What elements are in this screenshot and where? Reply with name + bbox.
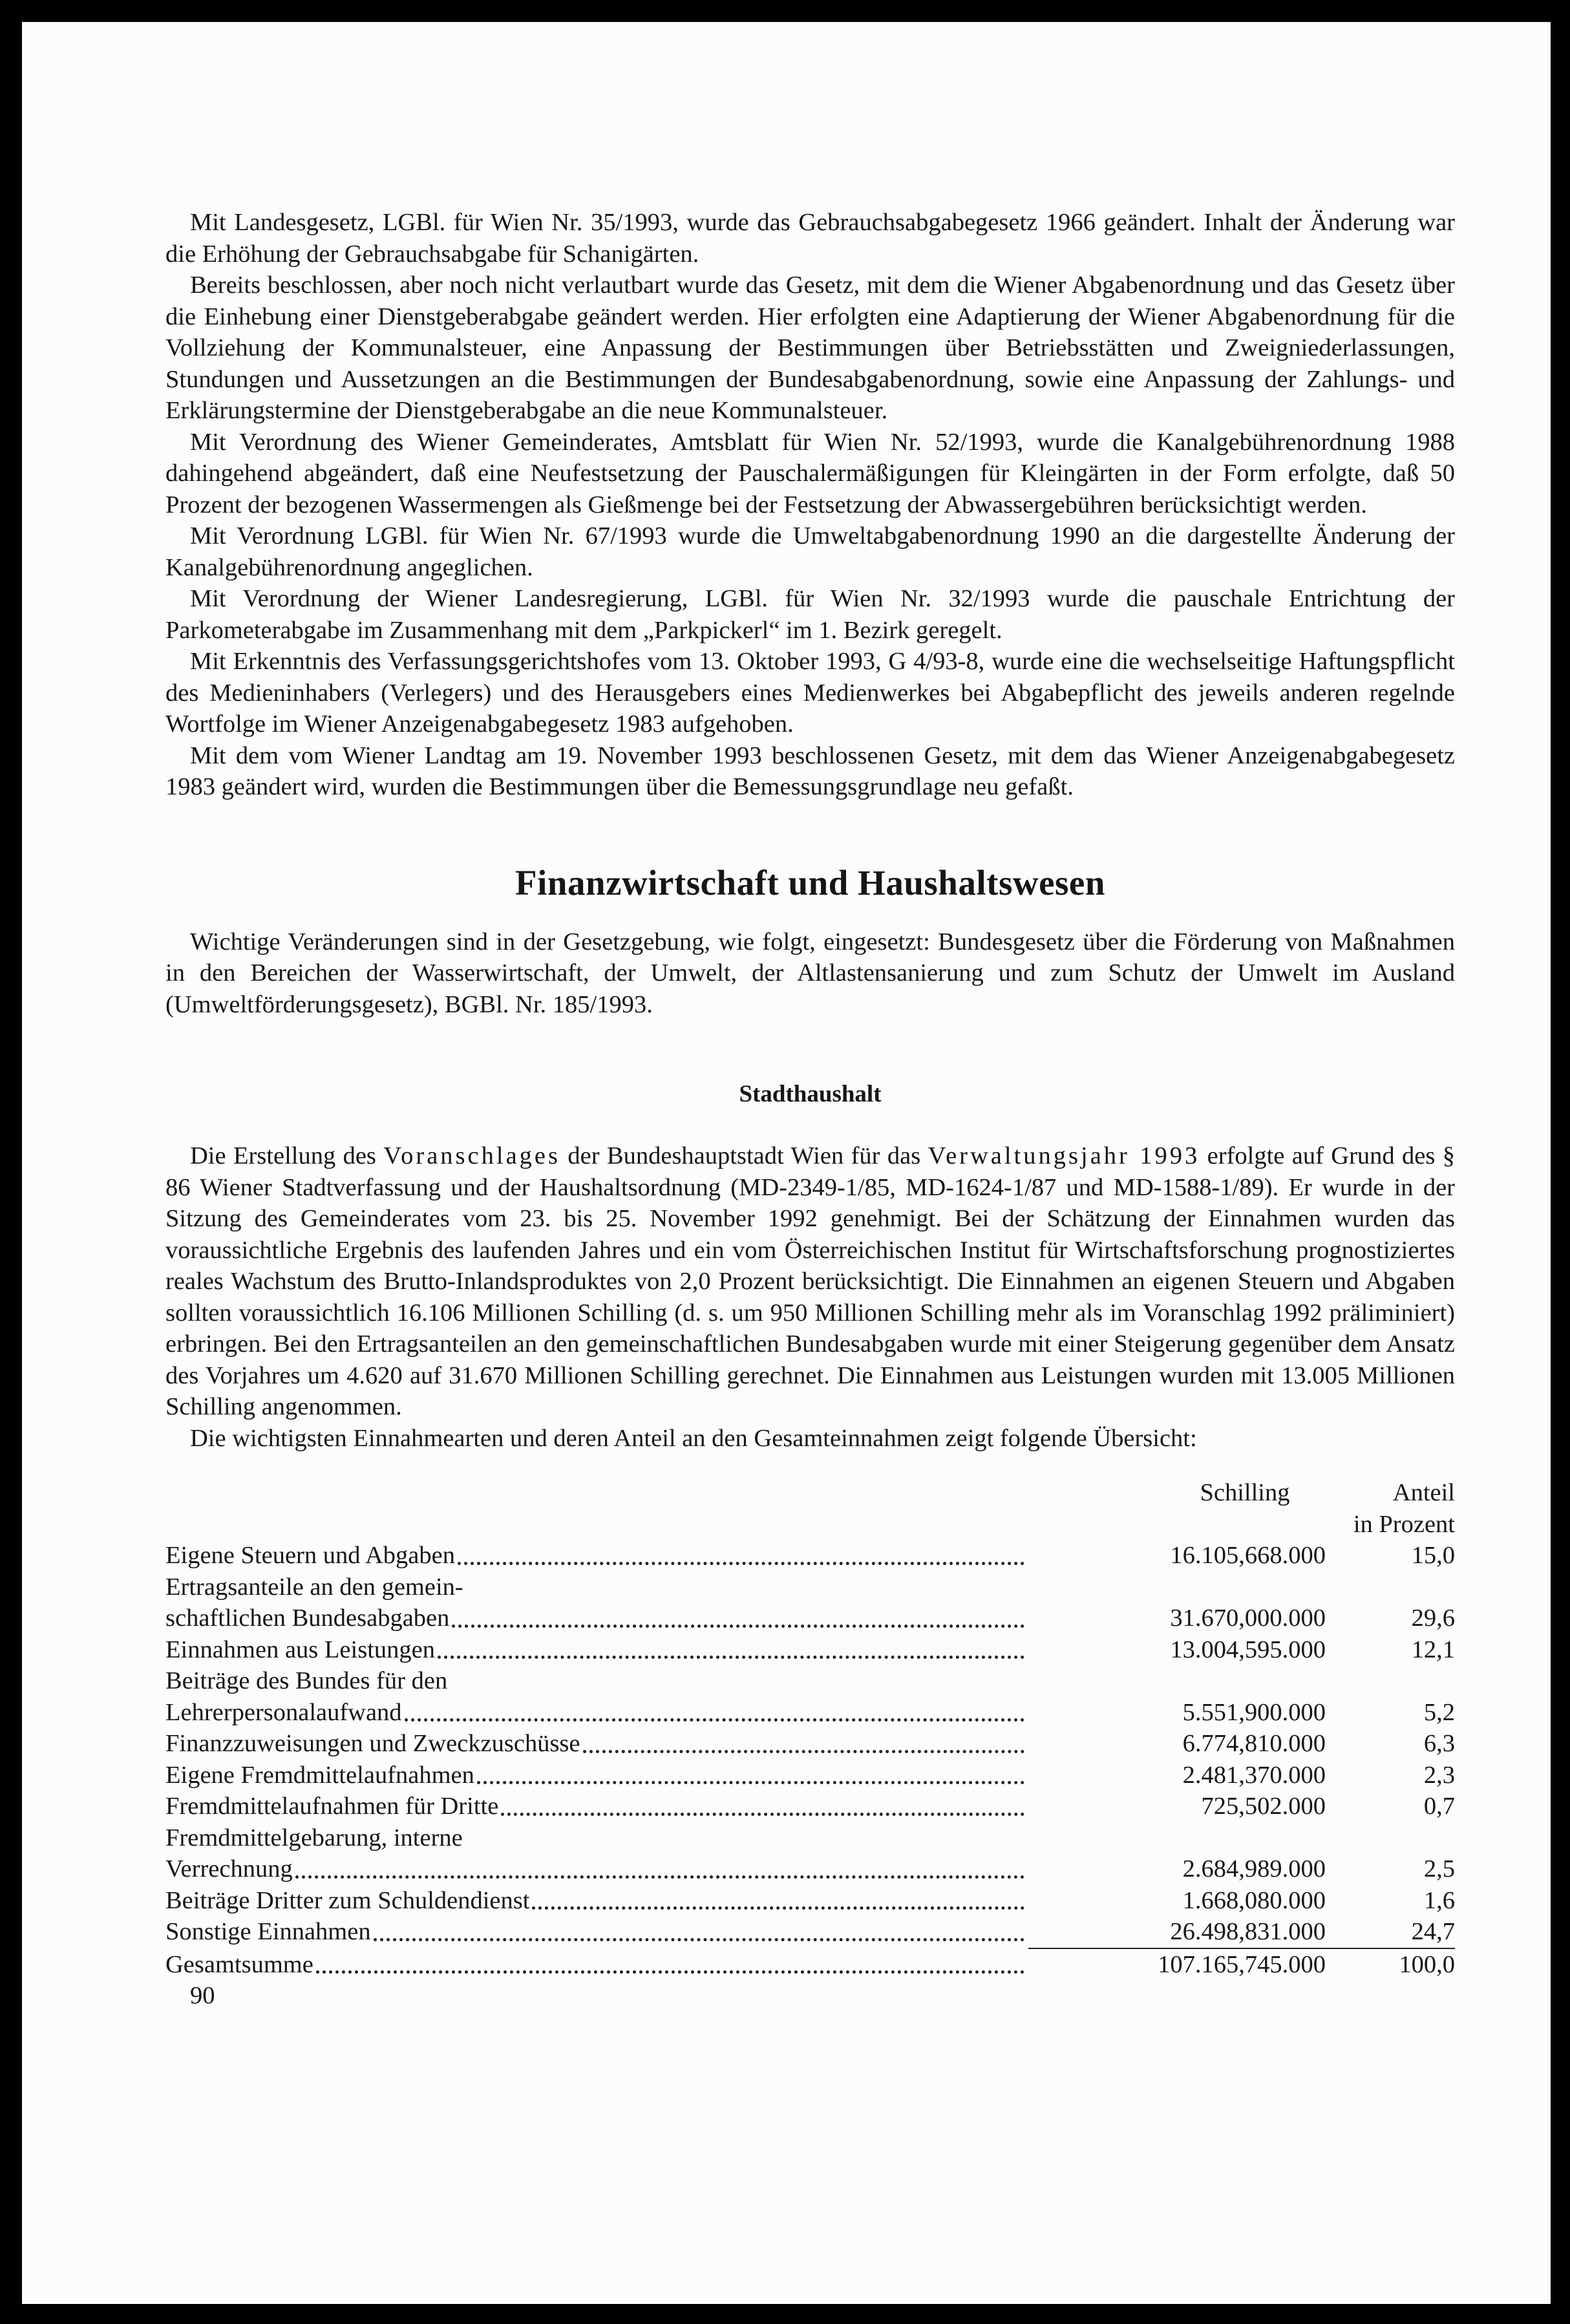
row-value: 13.004,595.000 [1170,1636,1326,1663]
dot-leader [583,1733,1025,1753]
row-label-prefix: Beiträge des Bundes für den [165,1667,448,1694]
total-pct: 100,0 [1326,1948,1455,1981]
table-row [165,1697,1455,1729]
subsection-title: Stadthaushalt [739,1081,882,1107]
spaced-term: Voranschlages [383,1142,560,1169]
row-pct: 0,7 [1423,1793,1455,1820]
row-pct: 2,3 [1423,1761,1455,1789]
row-value: 6.774,810.000 [1182,1730,1326,1757]
dot-leader [532,1890,1024,1910]
table-row [165,1540,1455,1572]
paragraph: Bereits beschlossen, aber noch nicht verlautbart wurde das Gesetz, mit dem die Wiener Abgabenordnung und das Gesetz über die Einhebung einer Dienstgeberabgabe geändert werden. Hier erfolgten eine Adaptierung der Wiener Abgabenordnung für die Vollziehung der Kommunalsteuer, eine Anpassung der Bestimmungen über Betriebsstätten und Zweigniederlassungen, Stundungen und Aussetzungen an die Bestimmungen der Bundesabgabenordnung, sowie eine Anpassung der Zahlungs- und Erklärungstermine der Dienstgeberabgabe an die neue Kommunalsteuer. [165,272,1455,424]
dot-leader [477,1764,1024,1784]
paragraph: Mit Verordnung des Wiener Gemeinderates, Amtsblatt für Wien Nr. 52/1993, wurde die Kanalgebührenordnung 1988 dahingehend abgeändert, daß eine Neufestsetzung der Pauschalermäßigungen für Kleingärten in der Form erfolgte, daß 50 Prozent der bezogenen Wassermengen als Gießmenge bei der Festsetzung der Abwassergebühren berücksichtigt werden. [165,428,1455,518]
table-total-row [165,1948,1455,1981]
row-pct: 5,2 [1423,1698,1455,1726]
dot-leader [452,1608,1024,1628]
row-pct: 12,1 [1411,1636,1455,1663]
dot-leader [458,1545,1024,1565]
row-pct: 15,0 [1411,1542,1455,1569]
row-pct: 24,7 [1411,1918,1455,1945]
row-pct: 29,6 [1411,1604,1455,1632]
table-row [165,1791,1455,1822]
table-row-label-line [165,1665,1455,1697]
table-rows [165,1540,1455,1948]
table-row-label-line [165,1822,1455,1854]
paragraph: Mit Verordnung LGBl. für Wien Nr. 67/1993 wurde die Umweltabgabenordnung 1990 an die dargestellte Änderung der Kanalgebührenordnung angeglichen. [165,522,1455,581]
spaced-term: Verwaltungsjahr 1993 [928,1142,1200,1169]
dot-leader [501,1796,1024,1816]
table-row [165,1728,1455,1760]
row-label-prefix: Ertragsanteile an den gemein- [165,1573,463,1601]
row-pct: 1,6 [1423,1886,1455,1914]
paragraph: Mit Landesgesetz, LGBl. für Wien Nr. 35/1993, wurde das Gebrauchsabgabegesetz 1966 geändert. Inhalt der Änderung war die Erhöhung der Gebrauchsabgabe für Schanigärten. [165,209,1455,268]
dot-leader [374,1921,1024,1941]
table-row [165,1634,1455,1666]
row-label: Verrechnung [165,1855,293,1882]
paragraph: Mit Verordnung der Wiener Landesregierung, LGBl. für Wien Nr. 32/1993 wurde die pauschale Entrichtung der Parkometerabgabe im Zusammenhang mit dem „Parkpickerl“ im 1. Bezirk geregelt. [165,585,1455,644]
paragraph: Mit Erkenntnis des Verfassungsgerichtshofes vom 13. Oktober 1993, G 4/93-8, wurde eine die wechselseitige Haftungspflicht des Medieninhabers (Verlegers) und des Herausgebers eines Medienwerkes bei Abgabepflicht des jeweils anderen regelnde Wortfolge im Wiener Anzeigenabgabegesetz 1983 aufgehoben. [165,648,1455,738]
row-value: 16.105,668.000 [1170,1542,1326,1569]
table-header [165,1477,1455,1540]
row-value: 2.684,989.000 [1182,1855,1326,1882]
row-label: Beiträge Dritter zum Schuldendienst [165,1886,530,1914]
dot-leader [405,1701,1024,1722]
header-schilling: Schilling [1200,1479,1290,1506]
row-label: Lehrerpersonalaufwand [165,1698,402,1726]
row-label: Fremdmittelaufnahmen für Dritte [165,1793,499,1820]
dot-leader [438,1639,1024,1659]
total-value: 107.165,745.000 [1028,1948,1326,1981]
row-label: Einnahmen aus Leistungen [165,1636,435,1663]
section-title: Finanzwirtschaft und Haushaltswesen [515,862,1105,902]
row-value: 2.481,370.000 [1182,1761,1326,1789]
header-anteil: Anteil in Prozent [1353,1479,1455,1538]
table-row [165,1916,1455,1948]
row-label: Finanzzuweisungen und Zweckzuschüsse [165,1730,580,1757]
row-value: 725,502.000 [1201,1793,1326,1820]
page-content [165,207,1455,2012]
row-label: Eigene Steuern und Abgaben [165,1542,455,1569]
stadthaushalt-paragraph: Die Erstellung des Voranschlages der Bundeshauptstadt Wien für das Verwaltungsjahr 1993 erfolgte auf Grund des § 86 Wiener Stadtverfassung und der Haushaltsordnung (MD-2349-1/85, MD-1624-1/87 und MD-1588-1/89). Er wurde in der Sitzung des Gemeinderates vom 23. bis 25. November 1992 genehmigt. Bei der Schätzung der Einnahmen wurden das voraussichtliche Ergebnis des laufenden Jahres und ein vom Österreichischen Institut für Wirtschaftsforschung prognostiziertes reales Wachstum des Brutto-Inlandsproduktes von 2,0 Prozent berücksichtigt. Die Einnahmen an eigenen Steuern und Abgaben sollten voraussichtlich 16.106 Millionen Schilling (d. s. um 950 Millionen Schilling mehr als im Voranschlag 1992 präliminiert) erbringen. Bei den Ertragsanteilen an den gemeinschaftlichen Bundesabgaben wurde mit einer Steigerung gegenüber dem Ansatz des Vorjahres um 4.620 auf 31.670 Millionen Schilling gerechnet. Die Einnahmen aus Leistungen wurden mit 13.005 Millionen Schilling angenommen. [165,1142,1455,1420]
document-page [22,22,1551,2304]
table-row [165,1760,1455,1791]
row-label: Eigene Fremdmittelaufnahmen [165,1761,474,1789]
row-value: 5.551,900.000 [1182,1698,1326,1726]
row-value: 26.498,831.000 [1170,1918,1326,1945]
intro-paragraphs [165,207,1455,803]
row-pct: 6,3 [1423,1730,1455,1757]
section-paragraph: Wichtige Veränderungen sind in der Gesetzgebung, wie folgt, eingesetzt: Bundesgesetz über die Förderung von Maßnahmen in den Bereichen der Wasserwirtschaft, der Umwelt, der Altlastensanierung und zum Schutz der Umwelt im Ausland (Umweltförderungsgesetz), BGBl. Nr. 185/1993. [165,928,1455,1018]
paragraph: Mit dem vom Wiener Landtag am 19. November 1993 beschlossenen Gesetz, mit dem das Wiener Anzeigenabgabegesetz 1983 geändert wird, wurden die Bestimmungen über die Bemessungsgrundlage neu gefaßt. [165,741,1455,800]
table-row-label-line [165,1572,1455,1603]
overview-intro: Die wichtigsten Einnahmearten und deren Anteil an den Gesamteinnahmen zeigt folgende Übersicht: [190,1424,1197,1452]
row-pct: 2,5 [1423,1855,1455,1882]
row-value: 31.670,000.000 [1170,1604,1326,1632]
page-number: 90 [190,1982,215,2009]
row-label: Sonstige Einnahmen [165,1918,371,1945]
dot-leader [295,1859,1024,1879]
table-row [165,1885,1455,1917]
row-label: schaftlichen Bundesabgaben [165,1604,450,1632]
income-table [165,1477,1455,1980]
row-value: 1.668,080.000 [1182,1886,1326,1914]
table-row [165,1603,1455,1634]
row-label-prefix: Fremdmittelgebarung, interne [165,1824,463,1851]
total-label: Gesamtsumme [165,1950,313,1978]
table-row [165,1853,1455,1885]
